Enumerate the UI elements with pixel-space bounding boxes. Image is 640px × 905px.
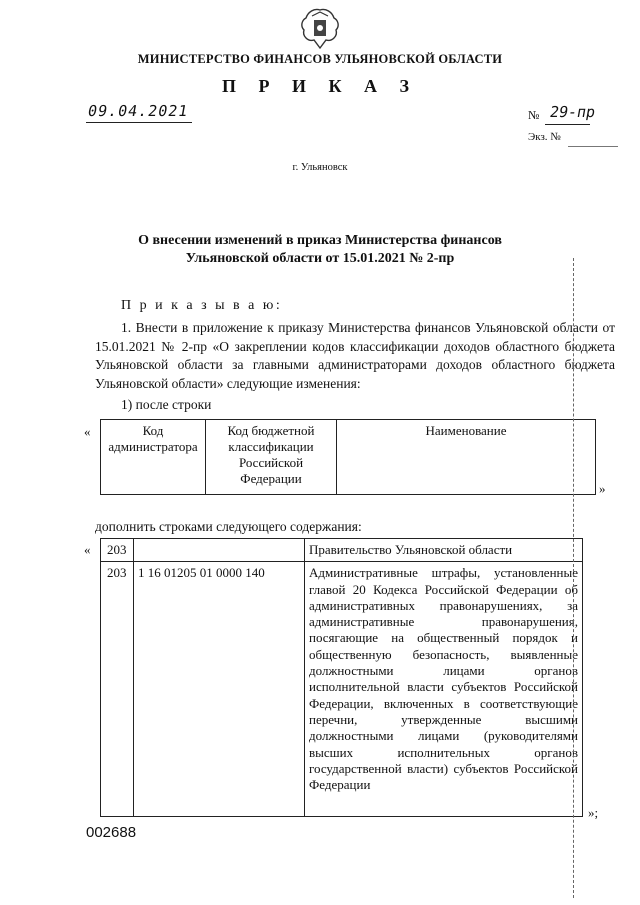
row-name: Административные штрафы, установленные главой 20 Кодекса Российской Федерации об административных правонарушениях, за административные правонарушения, посягающие на общественный порядок и общественную безопасность, выявленные должностными лицами органов исполнительной власти субъектов Российской Федерации, включенных в соответствующие перечни, утвержденные высшими должностными лицами (руководителями высших исполнительных органов государственной власти) субъектов Российской Федерации (305, 562, 583, 817)
reference-row-table (100, 419, 596, 495)
row-admin-code: 203 (101, 562, 134, 817)
table1-open-quote: « (84, 424, 91, 439)
copy-underline (568, 146, 618, 147)
table-row (101, 562, 583, 817)
ministry-name: МИНИСТЕРСТВО ФИНАНСОВ УЛЬЯНОВСКОЙ ОБЛАСТИ (137, 52, 503, 66)
coat-of-arms-icon (296, 6, 344, 52)
table2-open-quote: « (84, 542, 91, 557)
table2-close-quote: »; (588, 805, 599, 820)
prikazyvayu: П р и к а з ы в а ю: (121, 298, 283, 313)
table-row (101, 539, 583, 562)
item-1-text: 1. Внести в приложение к приказу Министерства финансов Ульяновской области от 15.01.2021 № 2-пр «О закреплении кодов классификации доходов областного бюджета Ульяновской области за главными администраторами доходов областного бюджета Ульяновской области» следующие изменения: (95, 320, 615, 391)
col-admin-header: Код администратора (101, 420, 206, 495)
row-admin-code: 203 (101, 539, 134, 562)
order-date: 09.04.2021 (86, 102, 190, 120)
copy-label: Экз. № (528, 131, 561, 143)
order-number: 29-пр (548, 103, 597, 121)
number-underline (545, 124, 590, 125)
city: г. Ульяновск (292, 162, 348, 173)
date-underline (86, 121, 192, 123)
append-text: дополнить строками следующего содержания: (95, 519, 362, 534)
title-line-2: Ульяновской области от 15.01.2021 № 2-пр (185, 251, 455, 266)
new-rows-table (100, 538, 583, 817)
row-name: Правительство Ульяновской области (305, 539, 583, 562)
document-type: П Р И К А З (221, 76, 419, 96)
title-line-1: О внесении изменений в приказ Министерства финансов (138, 233, 502, 248)
document-code: 002688 (86, 824, 137, 841)
table1-close-quote: » (599, 481, 606, 496)
number-sign: № (528, 108, 540, 122)
col-kbk-header: Код бюджетной классификации Российской Федерации (206, 420, 337, 495)
row-kbk-code: 1 16 01205 01 0000 140 (134, 562, 305, 817)
col-name-header: Наименование (337, 420, 596, 495)
subitem-1-text: 1) после строки (121, 397, 212, 412)
scan-fold-line (573, 258, 574, 898)
order-title (100, 232, 540, 268)
row-kbk-code (134, 539, 305, 562)
